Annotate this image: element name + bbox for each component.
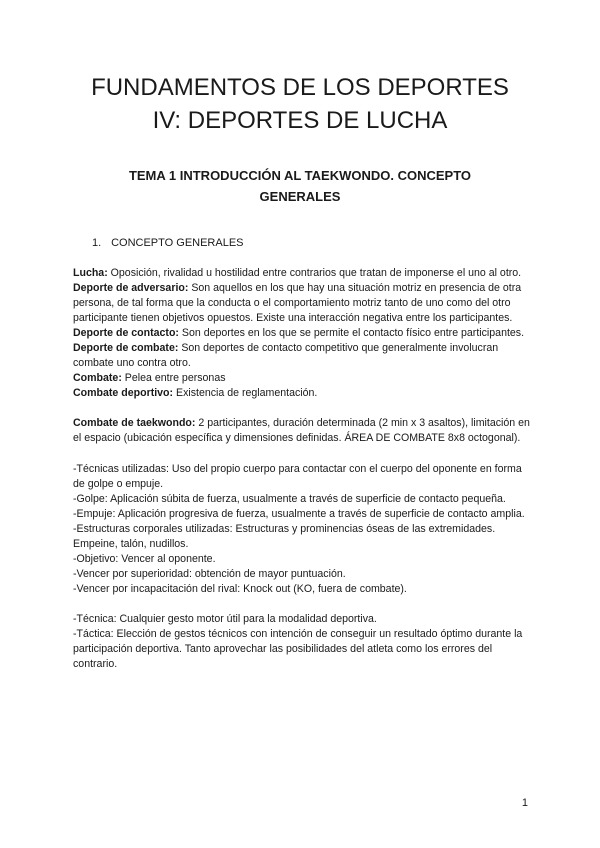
list-item: -Objetivo: Vencer al oponente. [73, 552, 216, 565]
definition-text: Oposición, rivalidad u hostilidad entre contrarios que tratan de imponerse el uno al otro. [107, 267, 522, 279]
list-item: -Estructuras corporales utilizadas: Estructuras y prominencias óseas de las extremidades. Empeine, talón, nudillos. [73, 522, 496, 550]
definition-term: Deporte de adversario: [73, 282, 189, 295]
section-heading [92, 236, 244, 251]
definition-text: Son deportes en los que se permite el contacto físico entre participantes. [178, 327, 525, 340]
definition-term: Lucha: [73, 267, 108, 279]
definition-text: Existencia de reglamentación. [173, 387, 318, 400]
definition-paragraph [73, 371, 533, 386]
list-item: -Técnicas utilizadas: Uso del propio cuerpo para contactar con el cuerpo del oponente en forma de golpe o empuje. [73, 462, 522, 490]
paragraph-spacer [73, 447, 533, 462]
list-item: -Táctica: Elección de gestos técnicos con intención de conseguir un resultado óptimo durante la participación deportiva. Tanto aprovechar las posibilidades del atleta como los errores del contrario. [73, 627, 523, 671]
list-item: -Vencer por incapacitación del rival: Knock out (KO, fuera de combate). [73, 582, 407, 595]
paragraph-spacer [73, 401, 533, 416]
topic-heading: TEMA 1 INTRODUCCIÓN AL TAEKWONDO. CONCEPTO GENERALES [128, 168, 472, 204]
definition-term: Deporte de contacto: [73, 327, 179, 340]
definition-paragraph [73, 326, 533, 341]
paragraph-spacer [73, 597, 533, 612]
definition-text: Son deportes de contacto competitivo que generalmente involucran combate uno contra otro. [73, 342, 499, 370]
definition-paragraph [73, 341, 533, 371]
definition-term: Deporte de combate: [73, 342, 179, 355]
list-item: -Técnica: Cualquier gesto motor útil para la modalidad deportiva. [73, 612, 377, 625]
taekwondo-term: Combate de taekwondo: [73, 417, 196, 430]
definition-paragraph [73, 386, 533, 401]
taekwondo-text: 2 participantes, duración determinada (2 min x 3 asaltos), limitación en el espacio (ubicación específica y dimensiones definidas. ÁREA DE COMBATE 8x8 octogonal). [73, 417, 530, 445]
definition-text: Son aquellos en los que hay una situación motriz en presencia de otra persona, de tal forma que la conducta o el comportamiento motriz tanto de uno como del otro participante tienen objetivos opuestos. Existe una interacción negativa entre los participantes. [73, 282, 522, 325]
definition-paragraph [73, 281, 533, 326]
list-item: -Vencer por superioridad: obtención de mayor puntuación. [73, 567, 346, 580]
definition-paragraph [73, 266, 533, 281]
list-item: -Empuje: Aplicación progresiva de fuerza, usualmente a través de superficie de contacto amplia. [73, 507, 525, 520]
title-line-2: IV: DEPORTES DE LUCHA [152, 107, 448, 134]
page-number: 1 [521, 797, 528, 809]
document-title [0, 71, 600, 137]
list-item: -Golpe: Aplicación súbita de fuerza, usualmente a través de superficie de contacto pequeña. [73, 492, 506, 505]
section-title: CONCEPTO GENERALES [111, 237, 244, 249]
title-line-1: FUNDAMENTOS DE LOS DEPORTES [91, 74, 509, 101]
definition-term: Combate deportivo: [73, 387, 174, 400]
definition-term: Combate: [73, 372, 122, 385]
section-number: 1. [92, 237, 102, 249]
taekwondo-paragraph [73, 416, 533, 446]
definition-text: Pelea entre personas [121, 372, 226, 385]
document-body [73, 266, 533, 672]
